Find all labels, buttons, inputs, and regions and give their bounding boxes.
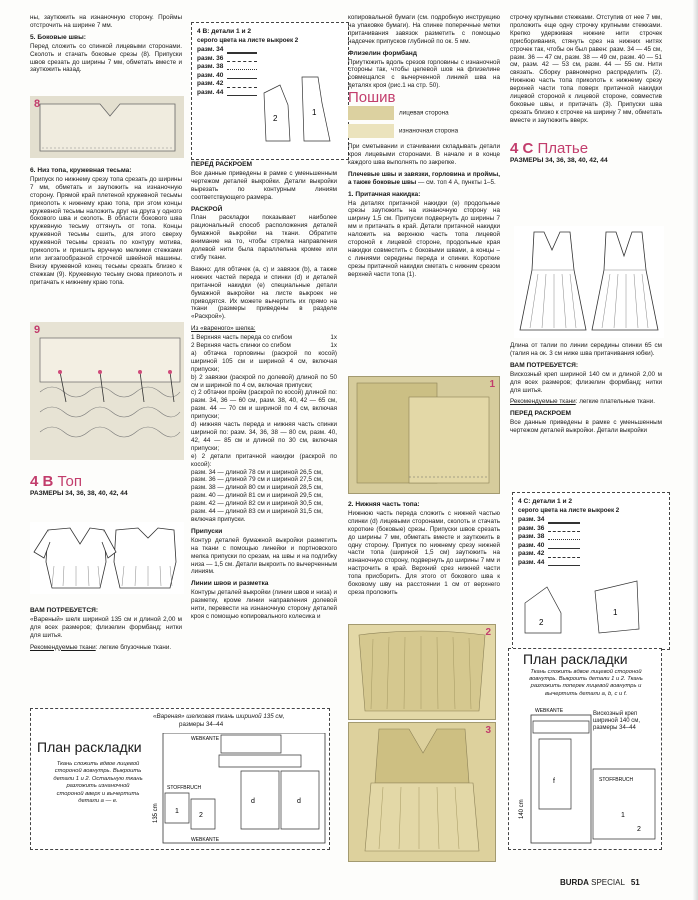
brand-sub: SPECIAL <box>591 878 625 887</box>
layout-plan-4c <box>508 648 662 850</box>
size-legend <box>518 516 580 568</box>
svg-text:d: d <box>251 798 255 805</box>
size-row: разм. 42 <box>197 80 257 89</box>
sizes-line: РАЗМЕРЫ 34, 36, 38, 40, 42, 44 <box>30 489 128 497</box>
top-flat-drawing <box>30 522 184 594</box>
step-title: 1. Притачная накидка: <box>348 190 421 198</box>
box-title: 4 С: детали 1 и 2 <box>518 498 573 505</box>
column-4 <box>510 14 662 166</box>
figure-number: 1 <box>489 379 495 390</box>
selvage-label: WEBKANTE <box>535 708 564 714</box>
figure-2 <box>348 624 496 720</box>
section-title: ПЕРЕД РАСКРОЕМ <box>510 410 571 418</box>
legend-face <box>348 106 500 120</box>
dress-4c-sketch <box>514 226 664 338</box>
figure-3 <box>348 722 496 862</box>
box-title: 4 В: детали 1 и 2 <box>197 28 252 35</box>
face-swatch <box>348 106 394 120</box>
width-label: 135 cm <box>153 803 159 823</box>
model-number: 4 В <box>30 473 54 490</box>
figure-number: 8 <box>34 98 41 110</box>
brand-name: BURDA <box>560 878 589 887</box>
size-row: разм. 34 <box>197 46 257 55</box>
layout-diagram <box>151 733 327 845</box>
svg-text:1: 1 <box>621 812 625 819</box>
column-1-c <box>30 474 182 499</box>
box-subtitle: серого цвета на листе выкроек 2 <box>518 507 620 514</box>
section-title: Флизелин формбанд <box>348 49 417 57</box>
figure-number: 3 <box>485 725 491 736</box>
figure-1 <box>348 376 500 494</box>
paragraph: Контуры деталей выкройки (линии швов и низа) и разметку, кроме линии направления долевой нити, перевести на изнаночную сторону деталей кроя с помощью копировального колесика и <box>191 589 337 620</box>
svg-text:1: 1 <box>175 808 179 815</box>
plan-title: План раскладки <box>37 739 142 755</box>
figure-9 <box>30 322 184 460</box>
piece-line: 1 Верхняя часть переда со сгибом 1x <box>191 334 337 342</box>
selvage-label: WEBKANTE <box>191 736 220 742</box>
size-row: разм. 38 <box>197 63 257 72</box>
paragraph: «Вареный» шелк шириной 135 см и длиной 2,00 м для всех размеров; флизелин формбанд; нитки для шитья. <box>30 615 182 639</box>
svg-text:2: 2 <box>637 826 641 833</box>
pattern-pieces-drawing <box>260 73 336 143</box>
plan-instructions: Ткань сложить вдвое лицевой стороной вовнутрь. Выкроить детали 1 и 2. Ткань разложить поперек лицевой вовнутрь и вычертить детали а, b, c и f. <box>529 669 643 697</box>
paragraph: Все данные приведены в рамке с уменьшенным чертежом деталей выкройки. Детали выкройки <box>510 419 662 435</box>
legend-label: изнаночная сторона <box>399 127 459 135</box>
fabric-subtitle: Из «вареного» шелка: <box>191 325 256 333</box>
paragraph: Контур деталей бумажной выкройки разметить на ткани с помощью линейки и портновского мелка припуски по срезам, на швы и на подгибку низа — 1,5 см. Детали выкроить по вычерченным линиям. <box>191 536 337 576</box>
sewing-heading: Пошив <box>348 89 396 107</box>
size-caption: размеры 34–44 <box>179 721 224 728</box>
section-title: Линии швов и разметка <box>191 580 269 588</box>
layout-diagram <box>509 699 659 849</box>
legend-label: лицевая сторона <box>399 109 449 117</box>
page-footer <box>560 878 640 887</box>
paragraph: копировальной бумаги (см. подробную инструкцию на упаковке бумаги). На спинке поперечные метки притачивания завязок разметить с помощью надсечек припусков глубиной по ок. 5 мм. <box>348 14 500 45</box>
ruffle-attach-drawing <box>349 377 499 493</box>
pattern-pieces-box-4b <box>191 22 349 160</box>
size-dimension: разм. 42 — длиной 82 см и шириной 30,5 см, <box>191 500 323 508</box>
size-dimension: разм. 40 — длиной 81 см и шириной 29,5 см, <box>191 492 323 500</box>
fold-label: STOFFBRUCH <box>599 777 634 783</box>
plan-title: План раскладки <box>523 651 628 667</box>
column-2 <box>191 158 337 625</box>
legend-back <box>348 124 500 138</box>
paragraph: Длина от талии по линии середины спинки 65 см (талия на ок. 3 см ниже шва притачивания юбки). <box>510 342 662 357</box>
layout-plan-4b <box>30 708 330 850</box>
svg-text:2: 2 <box>199 812 203 819</box>
svg-text:2: 2 <box>273 114 278 123</box>
model-heading <box>30 473 182 490</box>
paragraph: Приутюжить вдоль срезов горловины с изнаночной стороны так, чтобы целевой шов на флизелине совмещался с вычерченной линией шва на деталях кроя (рис.1 на стр. 50). <box>348 58 500 90</box>
column-1 <box>30 14 182 78</box>
size-row: разм. 44 <box>197 89 257 98</box>
paragraph: Плечевые швы и завязки, горловина и проймы, а также боковые швы — см. топ 4 А, пункты 1–5. <box>348 170 500 186</box>
paragraph: План раскладки показывает наиболее рациональный способ расположения деталей бумажной выкройки на ткани. Обратите внимание на то, чтобы стрелка направления долевой нити была параллельна кромке или сгибу ткани. <box>191 214 337 261</box>
size-row: разм. 44 <box>518 559 580 568</box>
model-heading <box>510 139 662 157</box>
size-row: разм. 40 <box>518 542 580 551</box>
svg-text:f: f <box>553 778 555 785</box>
column-1-b <box>30 164 182 291</box>
size-row: разм. 34 <box>518 516 580 525</box>
svg-text:2: 2 <box>539 618 544 627</box>
column-3 <box>348 14 500 283</box>
sizes-line: РАЗМЕРЫ 34, 36, 38, 40, 42, 44 <box>510 156 608 164</box>
paragraph: d) нижняя часть переда и нижняя часть спинки шириной по: разм. 34, 36, 38 — 80 см, разм. 40, 42, 44 — 85 см и длиной по 30 см, включая припуски; <box>191 421 337 452</box>
scan-edge-shadow <box>692 0 698 900</box>
section-title: РАСКРОЙ <box>191 205 223 213</box>
svg-text:1: 1 <box>312 108 317 117</box>
figure-8 <box>30 96 184 158</box>
column-4-b <box>510 342 662 439</box>
size-legend <box>197 46 257 98</box>
paragraph: Важно: для обтачек (а, c) и завязок (b), а также нижних частей переда и спинки (d) и деталей притачной накидки (e) специальные детали бумажной выкройки на листе выкроек не приводятся. Их можете вычертить их прямо на ткани (размеры приведены в разделе «Раскрой»). <box>191 265 337 321</box>
width-label: 140 cm <box>519 799 525 819</box>
piece-line: 2 Верхняя часть спинки со сгибом 1x <box>191 342 337 350</box>
page-number: 51 <box>630 878 640 887</box>
paragraph: Вискозный креп шириной 140 см и длиной 2,00 м для всех размеров; флизелин формбанд; нитки для шитья. <box>510 370 662 394</box>
figure-number: 9 <box>34 324 41 336</box>
paragraph: Все данные приведены в рамке с уменьшенным чертежом деталей выкройки. Детали выкройки вырезать по контурным линиям соответствующего размера. <box>191 169 337 201</box>
section-title: ПЕРЕД РАСКРОЕМ <box>191 161 252 168</box>
svg-text:d: d <box>297 798 301 805</box>
model-number: 4 С <box>510 139 534 157</box>
step-title: 2. Нижняя часть топа: <box>348 501 420 508</box>
paragraph: а) обтачка горловины (раскрой по косой) шириной 105 см и шириной 4 см, включая припуски; <box>191 349 337 373</box>
size-row: разм. 38 <box>518 533 580 542</box>
box-subtitle: серого цвета на листе выкроек 2 <box>197 37 299 44</box>
size-row: разм. 36 <box>518 525 580 534</box>
step-title: 5. Боковые швы: <box>30 33 86 41</box>
figure-number: 2 <box>485 627 491 638</box>
paragraph: c) 2 обтачки пройм (раскрой по косой) длиной по: разм. 34, 36 — 60 см, разм. 38, 40, 42 — 65 см, разм. 44 — 70 см и шириной по 4 см, включая припуски; <box>191 389 337 421</box>
model-name: Платье <box>537 139 589 157</box>
svg-text:1: 1 <box>613 608 618 617</box>
section-title: Припуски <box>191 527 223 535</box>
size-dimension: разм. 44 — длиной 83 см и шириной 31,5 см, <box>191 508 323 516</box>
size-row: разм. 42 <box>518 550 580 559</box>
gathered-skirt-drawing <box>349 625 495 719</box>
paragraph: b) 2 завязки (раскрой по долевой) длиной по 50 см и шириной по 4 см, включая припуски; <box>191 373 337 389</box>
materials-title: ВАМ ПОТРЕБУЕТСЯ: <box>510 361 579 369</box>
paragraph: При сметывании и стачивании складывать детали кроя лицевыми сторонами. В начале и в конце каждого шва выполнять по закрепке. <box>348 143 500 166</box>
recommended-fabrics: Рекомендуемые ткани: легкие блузочные ткани. <box>30 643 172 651</box>
fold-label: STOFFBRUCH <box>167 785 202 791</box>
dress-flat-drawing <box>514 226 664 338</box>
column-3-b <box>348 498 500 601</box>
size-dimension: разм. 38 — длиной 80 см и шириной 28,5 см, <box>191 484 323 492</box>
paragraph: ны, заутюжить на изнаночную сторону. Проймы отстрочить на ширине 7 мм. <box>30 14 182 29</box>
column-1-d <box>30 604 182 656</box>
bodice-skirt-join-drawing <box>349 723 495 861</box>
materials-title: ВАМ ПОТРЕБУЕТСЯ: <box>30 607 99 614</box>
size-dimension-list <box>191 469 337 516</box>
paragraph: Нижнюю часть переда сложить с нижней частью спинки (d) лицевыми сторонами, сколоть и стачать короткие (боковые) срезы. Припуски швов срезать до ширины 7 мм, обметать вместе и заутюжить в одну сторону. Припуск по нижнему срезу нижней части топа (шириной 1,5 см) заутюжить на изнаночную сторону, подвернуть до ширины 7 мм и настрочить в край. Верхний срез нижней части топа присборить. Для этого от бокового шва к боковому шву на расстоянии 1 см от верхнего среза проложить <box>348 509 500 596</box>
fabric-caption: «Вареная» шелковая ткань шириной 135 см, <box>153 713 285 720</box>
paragraph: e) 2 детали притачной накидки (раскрой по косой): <box>191 452 337 468</box>
pattern-pieces-drawing <box>517 573 657 643</box>
paragraph: включая припуски. <box>191 515 246 523</box>
pattern-pieces-box-4c <box>512 492 670 650</box>
plan-instructions: Ткань сложить вдвое лицевой стороной вовнутрь. Выкроить детали 1 и 2. Остальную ткань разложить изнаночной стороной вверх и вычертить детали а — е. <box>53 761 143 805</box>
step-title: 6. Низ топа, кружевная тесьма: <box>30 167 132 174</box>
top-4b-sketch <box>30 522 184 594</box>
recommended-fabrics: Рекомендуемые ткани: легкие плательные ткани. <box>510 398 655 406</box>
paragraph: строчку крупными стежками. Отступив от нее 7 мм, проложить еще одну строчку крупными стежками. Крепко удерживая нижние нити строчек присборивания, стянуть срез на нижних нитях строчек так, чтобы он был равен: разм. 34 — 45 см, разм. 36 — 47 см, разм. 38 — 49 см, разм. 40 — 51 см, разм. 42 — 53 см, разм. 44 — 55 см. Нити связать. Сборку равномерно распределить (2). Нижнюю часть топа приколоть к нижнему срезу верхней части топа поверх притачной накидки лицевой стороной к лицевой стороне, совместив боковые швы, и притачать (3). Припуски шва срезать близко к строчке на ширину 7 мм, обметать вместе и заутюжить вверх. <box>510 14 662 124</box>
size-row: разм. 36 <box>197 55 257 64</box>
size-dimension: разм. 34 — длиной 78 см и шириной 26,5 см, <box>191 468 323 476</box>
lace-trim-drawing <box>30 322 184 460</box>
size-row: разм. 40 <box>197 72 257 81</box>
model-name: Топ <box>57 473 82 490</box>
paragraph: На деталях притачной накидки (e) продольные срезы заутюжить на изнаночную сторону на ширину 1,5 см. Припуски подвернуть до ширины 7 мм и притачать в край. Детали притачной накидки наложить на верхнюю часть топа лицевой стороной к лицевой стороне, продольные края накидки совместить с боковыми швами, а концы – с линиями середины переда и спинки. Короткие срезы притачной накидки сметать с нижним срезом верхней части топа (1). <box>348 199 500 278</box>
selvage-label: WEBKANTE <box>191 837 220 843</box>
size-dimension: разм. 36 — длиной 79 см и шириной 27,5 см, <box>191 476 323 484</box>
top-side-seam-drawing <box>30 96 184 158</box>
back-swatch <box>348 124 394 138</box>
paragraph: Перед сложить со спинкой лицевыми сторонами. Сколоть и стачать боковые срезы (8). Припуски швов срезать до ширины 7 мм, обметать вместе и заутюжить назад. <box>30 42 182 74</box>
fabric-caption: Вискозный креп шириной 140 см, размеры 34–44 <box>593 711 640 732</box>
paragraph: Припуск по нижнему срезу топа срезать до ширины 7 мм, обметать и заутюжить на изнаночную сторону. Прямой край плетеной кружевной тесьмы приколоть к нижнему краю топа, при этом концы кружевной тесьмы наложить друг на друга у одного бокового шва и сколоть. В области бокового шва кружевную тесьму оттянуть от топа. Концы кружевной тесьмы сшить, для этого сверху кружевной тесьмы срезать по контуру мотива, приколоть и пришить вручную мелкими стежками или зигзагообразной строчкой швейной машины. Внизу кружевной конец тесьмы срезать близко к стежкам (9). Кружевную тесьму снова приколоть и притачать к нижнему краю топа. <box>30 175 182 286</box>
